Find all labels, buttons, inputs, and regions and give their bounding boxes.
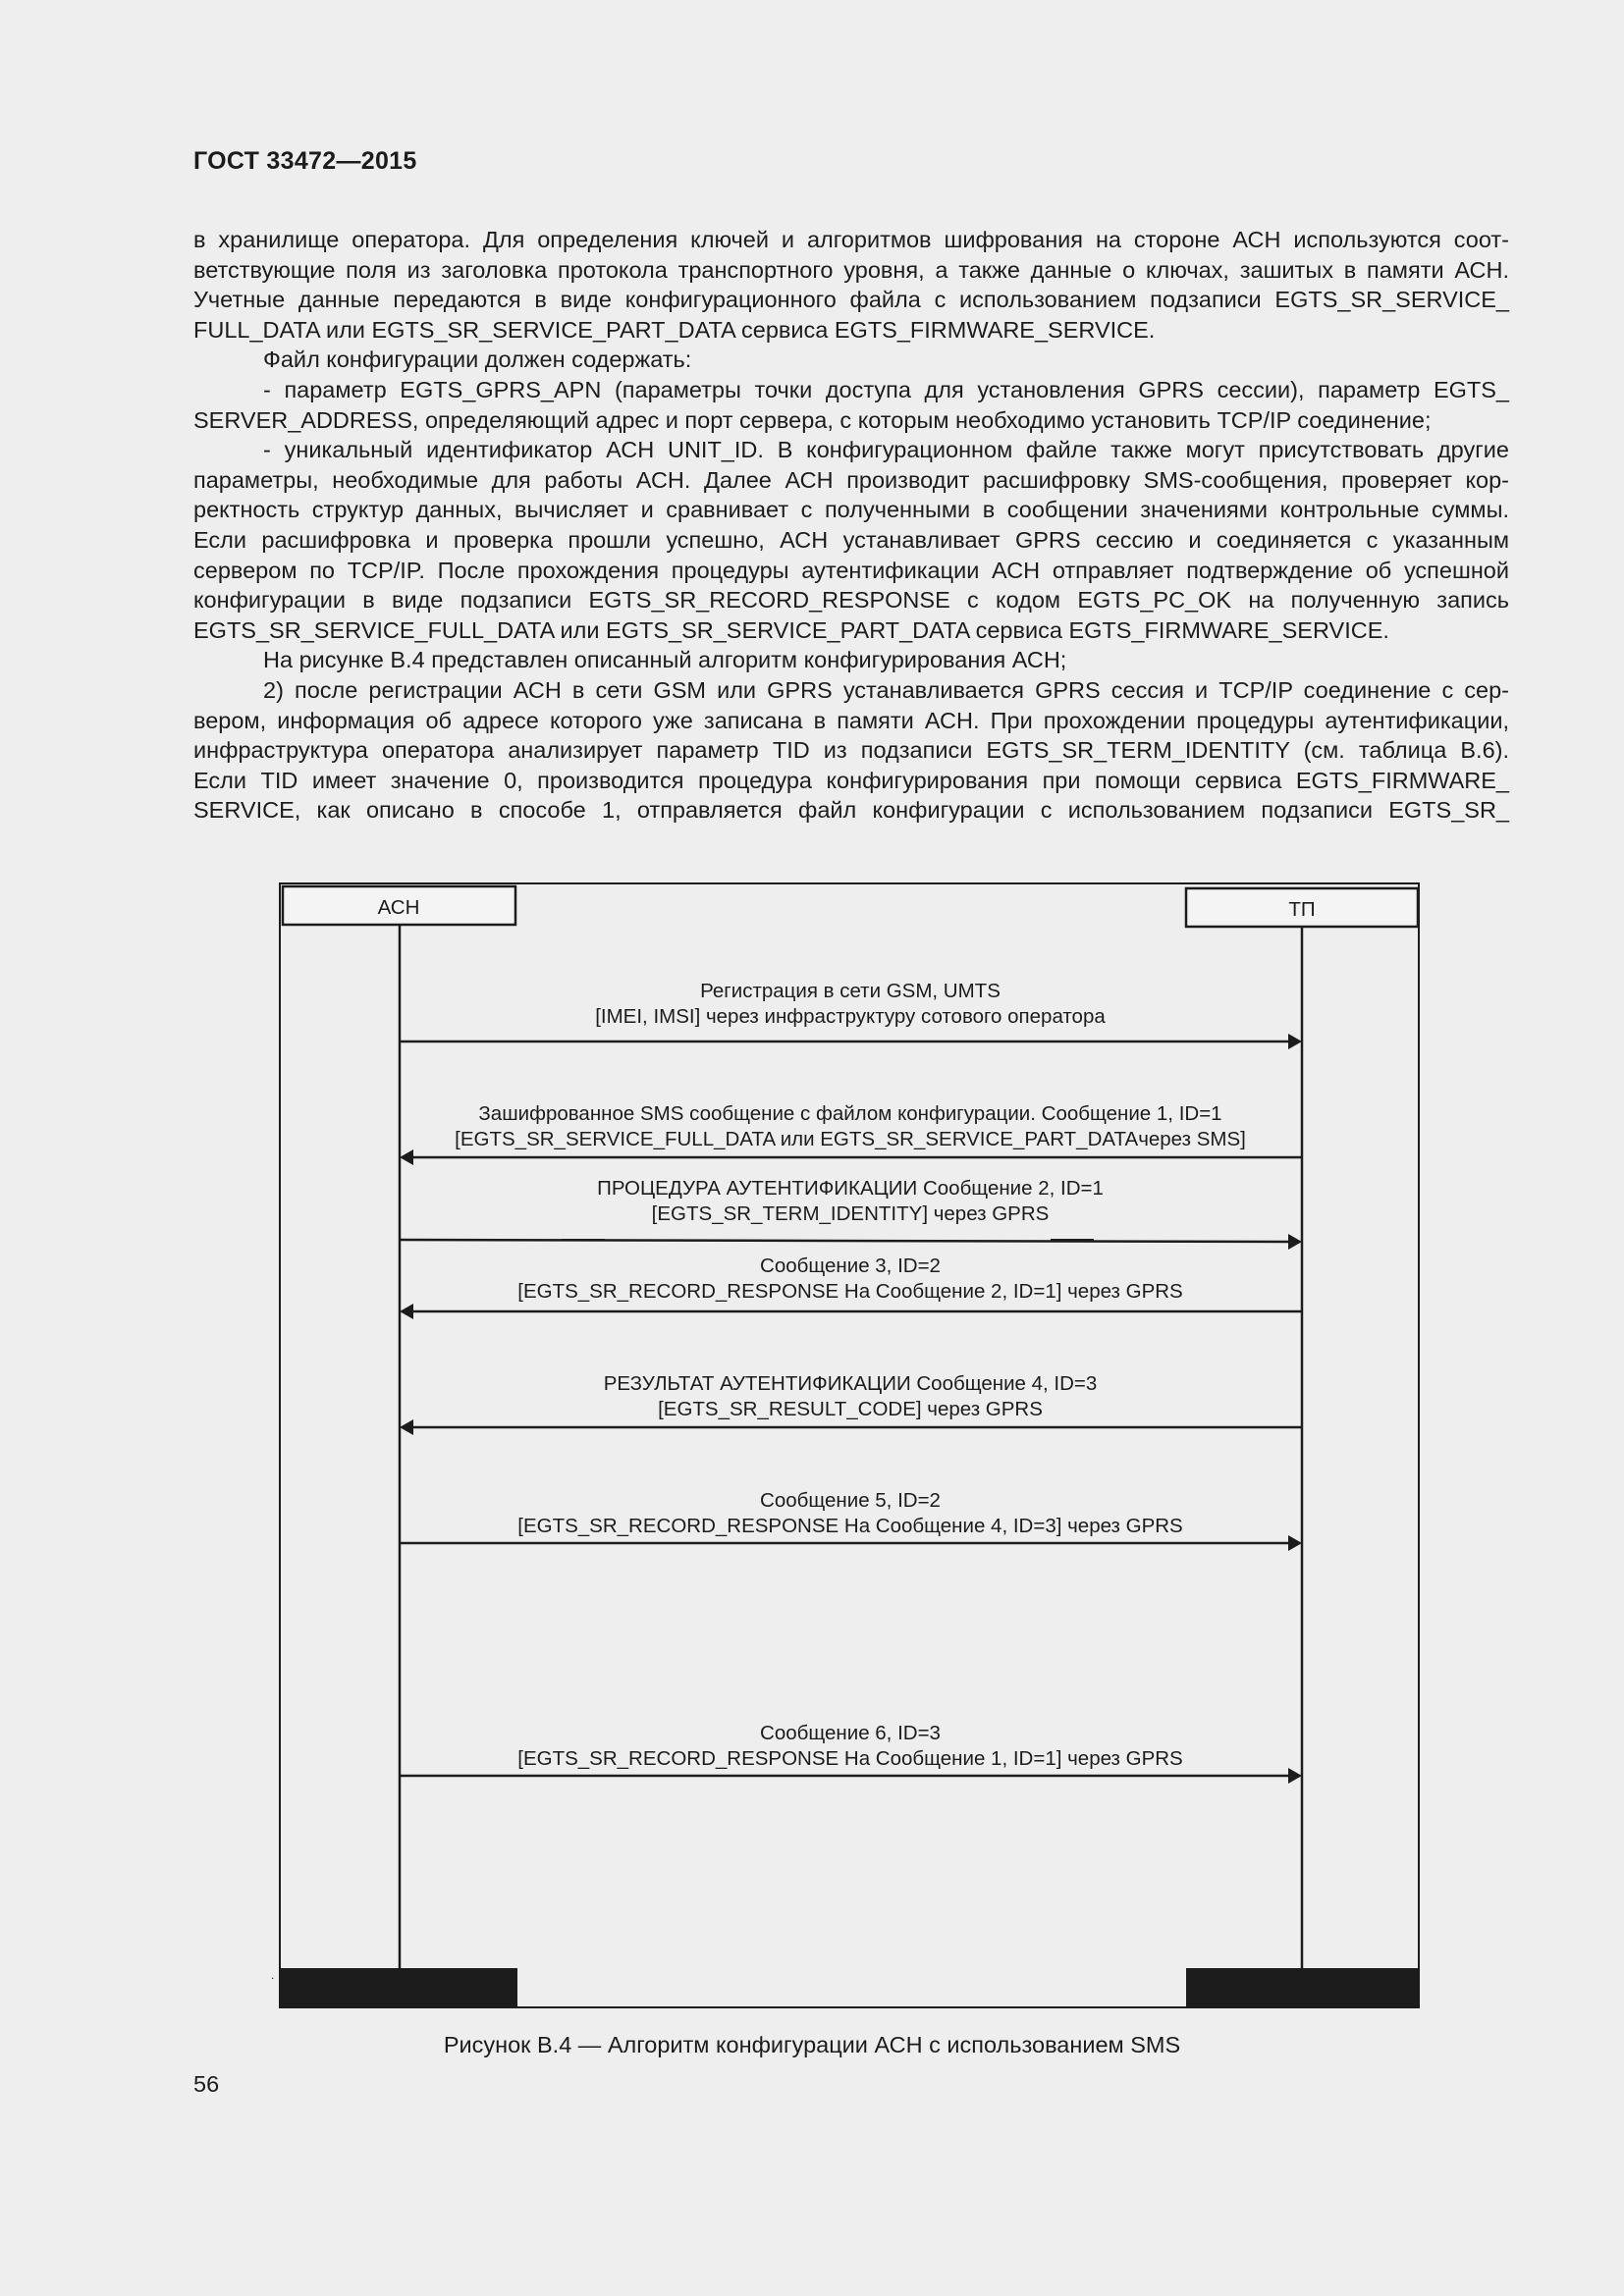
message-label: Регистрация в сети GSM, UMTS bbox=[700, 980, 1001, 1002]
message-label: Сообщение 5, ID=2 bbox=[760, 1489, 941, 1512]
arrowhead bbox=[1288, 1768, 1302, 1784]
text-line: ректность структур данных, вычисляет и сравнивает с полученными в сообщении значениями контрольные суммы. bbox=[193, 497, 1509, 523]
arrowhead bbox=[1288, 1034, 1302, 1049]
arrowhead bbox=[400, 1304, 413, 1319]
arrowhead bbox=[1288, 1535, 1302, 1551]
stray-dot: . bbox=[271, 1968, 275, 1982]
arrowhead bbox=[400, 1419, 413, 1435]
text-line: параметры, необходимые для работы АСН. Далее АСН производит расшифровку SMS-сообщения, проверяет кор- bbox=[193, 466, 1509, 493]
text-line: конфигурации в виде подзаписи EGTS_SR_RECORD_RESPONSE с кодом EGTS_PC_OK на полученную запись bbox=[193, 587, 1509, 614]
text-line: Если расшифровка и проверка прошли успешно, АСН устанавливает GPRS сессию и соединяется с указанным bbox=[193, 526, 1509, 553]
message-label: [IMEI, IMSI] через инфраструктуру сотового оператора bbox=[595, 1005, 1106, 1028]
message-arrow bbox=[400, 1240, 1290, 1242]
message-label: Зашифрованное SMS сообщение с файлом конфигурации. Сообщение 1, ID=1 bbox=[478, 1102, 1222, 1125]
message-label: [EGTS_SR_RESULT_CODE] через GPRS bbox=[658, 1398, 1043, 1420]
arrowhead bbox=[400, 1149, 413, 1165]
text-line: EGTS_SR_SERVICE_FULL_DATA или EGTS_SR_SERVICE_PART_DATA сервиса EGTS_FIRMWARE_SERVICE. bbox=[193, 616, 1389, 643]
text-line: SERVICE, как описано в способе 1, отправляется файл конфигурации с использованием подзаписи EGTS_SR_ bbox=[193, 797, 1509, 824]
message-label: Сообщение 3, ID=2 bbox=[760, 1255, 941, 1277]
text-line: инфраструктура оператора анализирует параметр TID из подзаписи EGTS_SR_TERM_IDENTITY (см. таблица В.6). bbox=[193, 737, 1509, 764]
actor-label-right: ТП bbox=[1288, 898, 1316, 921]
message-label: [EGTS_SR_RECORD_RESPONSE На Сообщение 2, ID=1] через GPRS bbox=[517, 1280, 1183, 1303]
message-label: [EGTS_SR_RECORD_RESPONSE На Сообщение 1, ID=1] через GPRS bbox=[517, 1747, 1183, 1770]
message-label: ПРОЦЕДУРА АУТЕНТИФИКАЦИИ Сообщение 2, ID=1 bbox=[597, 1177, 1104, 1200]
text-line: сервером по TCP/IP. После прохождения процедуры аутентификации АСН отправляет подтверждение об успешной bbox=[193, 557, 1509, 583]
text-line: SERVER_ADDRESS, определяющий адрес и порт сервера, с которым необходимо установить TCP/IP соединение; bbox=[193, 406, 1432, 433]
text-line: - параметр EGTS_GPRS_APN (параметры точки доступа для установления GPRS сессии), параметр EGTS_ bbox=[263, 376, 1509, 402]
text-line: Если TID имеет значение 0, производится процедура конфигурирования при помощи сервиса EGTS_FIRMWARE_ bbox=[193, 767, 1509, 793]
page-number: 56 bbox=[193, 2071, 220, 2097]
sequence-diagram bbox=[271, 879, 1429, 2022]
arrowhead bbox=[1288, 1234, 1302, 1250]
text-line: 2) после регистрации АСН в сети GSM или GPRS устанавливается GPRS сессия и TCP/IP соединение с сер- bbox=[263, 676, 1509, 703]
message-label: [EGTS_SR_SERVICE_FULL_DATA или EGTS_SR_SERVICE_PART_DATAчерез SMS] bbox=[455, 1128, 1246, 1150]
lifeline-end-right bbox=[1186, 1968, 1419, 2007]
actor-label-left: АСН bbox=[377, 896, 420, 919]
message-label: РЕЗУЛЬТАТ АУТЕНТИФИКАЦИИ Сообщение 4, ID=3 bbox=[603, 1372, 1098, 1395]
text-line: FULL_DATA или EGTS_SR_SERVICE_PART_DATA сервиса EGTS_FIRMWARE_SERVICE. bbox=[193, 316, 1156, 343]
document-header: ГОСТ 33472—2015 bbox=[193, 147, 417, 175]
text-line: Файл конфигурации должен содержать: bbox=[263, 347, 692, 373]
figure-caption: Рисунок В.4 — Алгоритм конфигурации АСН с использованием SMS bbox=[443, 2032, 1181, 2057]
text-line: На рисунке В.4 представлен описанный алгоритм конфигурирования АСН; bbox=[263, 647, 1067, 673]
text-line: Учетные данные передаются в виде конфигурационного файла с использованием подзаписи EGTS_SR_SERVICE_ bbox=[193, 287, 1509, 313]
sequence-diagram-svg bbox=[271, 879, 1429, 2022]
body-text bbox=[193, 225, 1509, 826]
message-label: Сообщение 6, ID=3 bbox=[760, 1722, 941, 1744]
text-line: в хранилище оператора. Для определения ключей и алгоритмов шифрования на стороне АСН используются соот- bbox=[193, 227, 1509, 252]
lifeline-end-left bbox=[280, 1968, 517, 2007]
diagram-frame bbox=[280, 883, 1419, 2007]
message-label: [EGTS_SR_TERM_IDENTITY] через GPRS bbox=[651, 1202, 1050, 1225]
message-label: [EGTS_SR_RECORD_RESPONSE На Сообщение 4, ID=3] через GPRS bbox=[517, 1515, 1183, 1537]
text-line: вером, информация об адресе которого уже записана в памяти АСН. При прохождении процедуры аутентификации, bbox=[193, 707, 1509, 733]
text-line: ветствующие поля из заголовка протокола транспортного уровня, а также данные о ключах, зашитых в памяти АСН. bbox=[193, 256, 1509, 283]
text-line: - уникальный идентификатор АСН UNIT_ID. В конфигурационном файле также могут присутствовать другие bbox=[263, 437, 1509, 463]
